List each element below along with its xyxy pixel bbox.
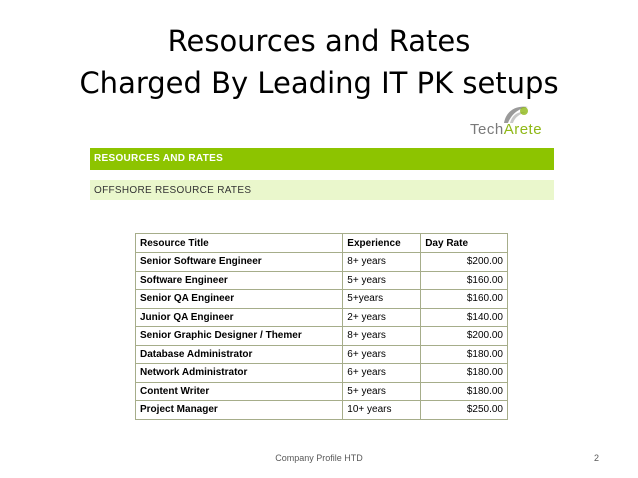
cell-experience: 10+ years <box>343 401 421 420</box>
logo-text-tech: Tech <box>470 121 504 138</box>
cell-experience: 8+ years <box>343 253 421 272</box>
logo-text <box>470 121 542 138</box>
slide-title-line1: Resources and Rates <box>167 24 471 58</box>
cell-experience: 2+ years <box>343 308 421 327</box>
techarete-logo <box>470 103 562 143</box>
section-bar <box>90 148 554 170</box>
cell-resource: Senior QA Engineer <box>136 290 343 309</box>
table-row <box>136 382 508 401</box>
cell-rate: $200.00 <box>421 327 508 346</box>
table-row <box>136 345 508 364</box>
cell-rate: $250.00 <box>421 401 508 420</box>
cell-resource: Network Administrator <box>136 364 343 383</box>
cell-rate: $180.00 <box>421 345 508 364</box>
header-experience: Experience <box>343 234 421 253</box>
cell-rate: $160.00 <box>421 271 508 290</box>
table-row <box>136 253 508 272</box>
cell-experience: 5+ years <box>343 382 421 401</box>
cell-resource: Junior QA Engineer <box>136 308 343 327</box>
slide-footer: Company Profile HTD <box>275 453 363 463</box>
table-row <box>136 271 508 290</box>
cell-rate: $160.00 <box>421 290 508 309</box>
cell-resource: Database Administrator <box>136 345 343 364</box>
header-resource-title: Resource Title <box>136 234 343 253</box>
cell-rate: $180.00 <box>421 364 508 383</box>
section-bar-label: RESOURCES AND RATES <box>94 153 224 164</box>
rates-table <box>135 233 508 420</box>
table-row <box>136 364 508 383</box>
table-row <box>136 308 508 327</box>
cell-resource: Senior Software Engineer <box>136 253 343 272</box>
cell-rate: $180.00 <box>421 382 508 401</box>
page-number: 2 <box>594 453 600 463</box>
table-header-row <box>136 234 508 253</box>
cell-resource: Software Engineer <box>136 271 343 290</box>
logo-text-arete: Arete <box>503 121 543 138</box>
cell-resource: Project Manager <box>136 401 343 420</box>
cell-resource: Senior Graphic Designer / Themer <box>136 327 343 346</box>
slide-title <box>0 20 638 104</box>
cell-resource: Content Writer <box>136 382 343 401</box>
table-row <box>136 327 508 346</box>
cell-experience: 8+ years <box>343 327 421 346</box>
subsection-bar <box>90 180 554 200</box>
cell-experience: 5+years <box>343 290 421 309</box>
cell-rate: $200.00 <box>421 253 508 272</box>
table-row <box>136 401 508 420</box>
cell-experience: 5+ years <box>343 271 421 290</box>
table-row <box>136 290 508 309</box>
subsection-bar-label: OFFSHORE RESOURCE RATES <box>94 185 252 196</box>
header-day-rate: Day Rate <box>421 234 508 253</box>
slide-title-line2: Charged By Leading IT PK setups <box>79 66 559 100</box>
cell-experience: 6+ years <box>343 345 421 364</box>
cell-experience: 6+ years <box>343 364 421 383</box>
cell-rate: $140.00 <box>421 308 508 327</box>
